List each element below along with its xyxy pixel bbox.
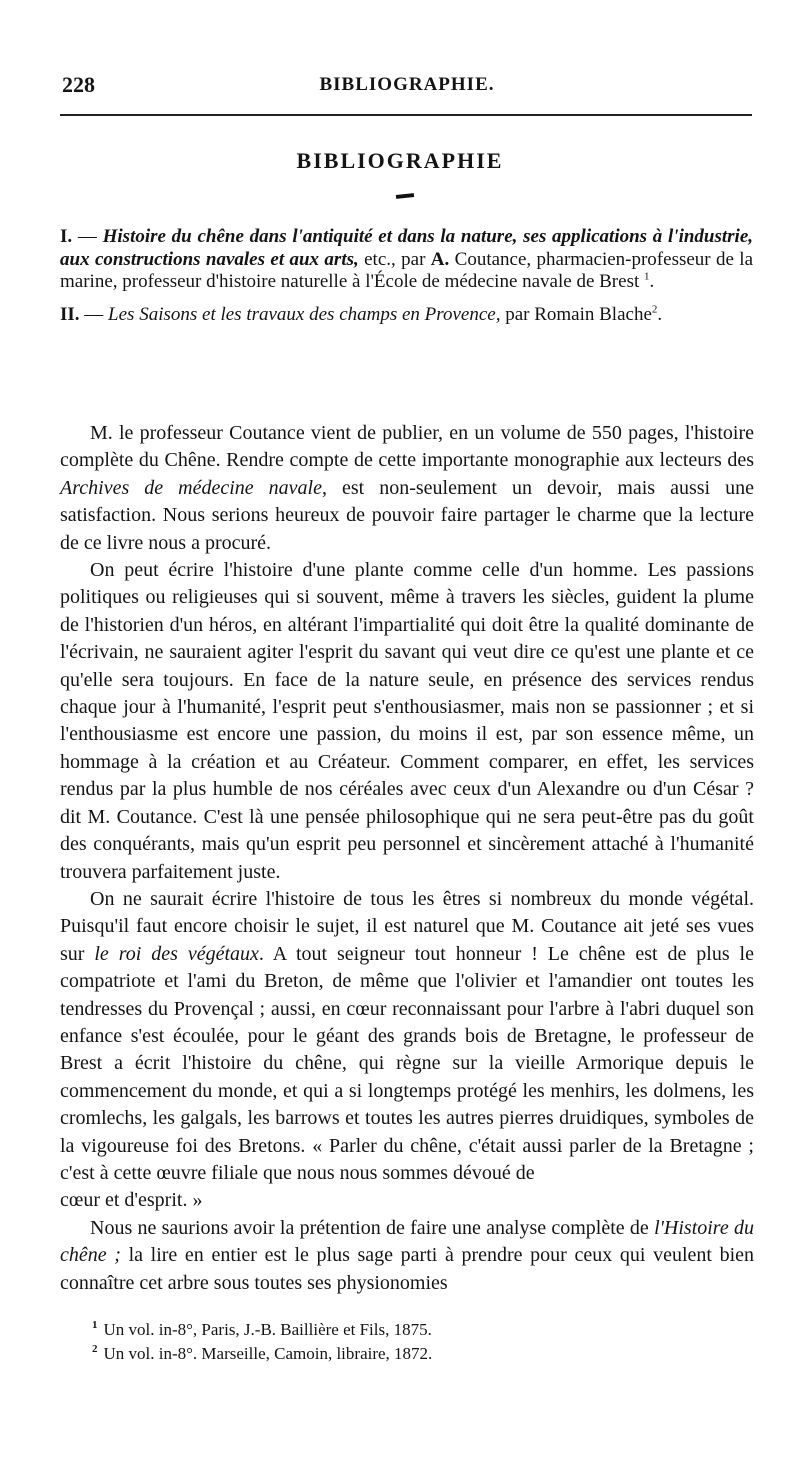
page-number: 228 <box>62 72 95 97</box>
paragraph-text: Nous ne saurions avoir la prétention de faire une analyse complète de <box>90 1216 655 1239</box>
reference-end: . <box>649 271 655 292</box>
paragraph-text: , est non-seulement un devoir, mais aussi une satisfaction. Nous serions heureux de pouvoir faire partager le charme que la lecture de ce livre nous a procuré. <box>60 476 754 554</box>
paragraph <box>60 886 754 1187</box>
paragraph <box>60 420 754 557</box>
footnotes <box>92 1318 752 1366</box>
footnote-text: Un vol. in-8°, Paris, J.-B. Baillière et Fils, 1875. <box>103 1320 432 1339</box>
reference-details: Coutance, pharmacien-professeur de la marine, professeur d'histoire naturelle à l'École de médecine navale de Brest <box>60 248 754 292</box>
article-body <box>60 420 754 1297</box>
reference-title: Histoire du chêne dans l'antiquité et dans la nature, ses applications à l'industrie, aux constructions navales et aux arts, <box>60 226 754 270</box>
section-title: BIBLIOGRAPHIE <box>296 148 504 173</box>
reference-list <box>60 226 753 336</box>
paragraph-continuation: cœur et d'esprit. » <box>60 1189 203 1212</box>
footnote <box>92 1318 752 1342</box>
running-title: BIBLIOGRAPHIE. <box>319 74 495 95</box>
footnote-ref: 2 <box>651 303 658 316</box>
italic-title: Archives de médecine navale <box>60 476 322 499</box>
italic-phrase: le roi des végétaux <box>94 942 259 965</box>
reference-dash: — <box>84 303 104 325</box>
paragraph-text: On ne saurait écrire l'histoire de tous les êtres si nombreux du monde végétal. Puisqu'il faut encore choisir le sujet, il est naturel que M. Coutance ait jeté ses vues sur <box>60 887 754 965</box>
ornament-dash <box>396 193 414 199</box>
reference-text: par Romain Blache <box>500 303 652 325</box>
reference-title: Les Saisons et les travaux des champs en Provence, <box>108 303 501 325</box>
paragraph-text: M. le professeur Coutance vient de publier, en un volume de 550 pages, l'histoire complète du Chêne. Rendre compte de cette importante monographie aux lecteurs des <box>60 422 754 472</box>
paragraph-text: . A tout seigneur tout honneur ! Le chêne est de plus le compatriote et l'ami du Breton, de même que l'olivier et l'amandier ont toutes les tendresses du Provençal ; aussi, en cœur reconnaissant pour l'arbre à l'abri duquel son enfance s'est écoulée, pour le géant des grands bois de Bretagne, le professeur de Brest a écrit l'histoire du chêne, qui règne sur la vieille Armorique depuis le commencement du monde, et qui a si longtemps protégé les menhirs, les dolmens, les cromlechs, les galgals, les barrows et toutes les autres pierres druidiques, symboles de la vigoureuse foi des Bretons. « Parler du chêne, c'était aussi parler de la Bretagne ; c'est à cette œuvre filiale que nous nous sommes dévoué de <box>60 942 754 1184</box>
paragraph: On peut écrire l'histoire d'une plante comme celle d'un homme. Les passions politiques ou religieuses qui si souvent, même à travers les siècles, guident la plume de l'historien d'un héros, en altérant l'impartialité qui doit être la qualité dominante de l'écrivain, ne sauraient agiter l'esprit du savant qui veut dire ce qu'est une plante et ce qu'elle sera toujours. En face de la nature seule, en présence des services rendus chaque jour à l'humanité, l'esprit peut s'enthousiasmer, mais non se passionner ; et si l'enthousiasme est encore une passion, du moins il est, par son essence même, un hommage à la création et au Créateur. Comment comparer, en effet, les services rendus par la plus humble de nos céréales avec ceux d'un Alexandre ou d'un César ? dit M. Coutance. C'est là une pensée philosophique qui ne sera peut-être pas du goût des conquérants, mais qu'un esprit peu personnel et sincèrement attaché à l'humanité trouvera parfaitement juste. <box>60 559 754 883</box>
paragraph <box>60 1215 754 1297</box>
paragraph-text: la lire en entier est le plus sage parti à prendre pour ceux qui veulent bien connaître cet arbre sous toutes ses physionomies <box>60 1244 755 1294</box>
reference-text: etc., par <box>358 248 431 270</box>
reference-number: I. <box>60 226 73 247</box>
reference-item <box>60 226 753 294</box>
header-rule <box>60 114 752 116</box>
footnote <box>92 1342 752 1366</box>
footnote-text: Un vol. in-8°. Marseille, Camoin, libraire, 1872. <box>103 1344 433 1363</box>
footnote-ref: 1 <box>644 270 650 283</box>
footnote-mark: 1 <box>92 1319 98 1332</box>
running-head <box>62 72 752 102</box>
reference-dash: — <box>77 226 97 247</box>
footnote-mark: 2 <box>92 1343 98 1356</box>
reference-end: . <box>657 303 663 325</box>
italic-title: l'Histoire du chêne ; <box>60 1216 754 1267</box>
reference-item <box>60 304 753 327</box>
reference-number: II. <box>60 303 80 325</box>
reference-author-initial: A. <box>430 248 450 270</box>
